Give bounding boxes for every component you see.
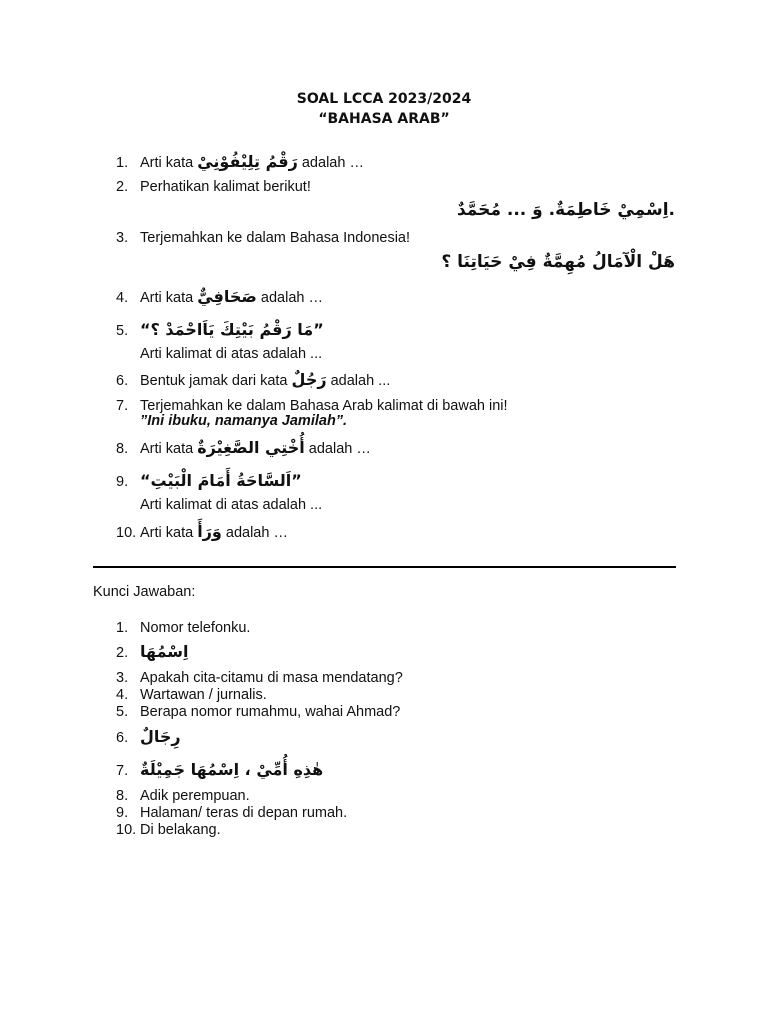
question-text: Terjemahkan ke dalam Bahasa Indonesia!	[140, 230, 411, 246]
answer-number: 1.	[116, 620, 129, 636]
answer-10	[116, 820, 221, 840]
question-text-end: adalah …	[256, 290, 323, 306]
answer-1	[116, 618, 250, 638]
question-number: 2.	[116, 179, 129, 195]
answer-text: Apakah cita-citamu di masa mendatang?	[140, 670, 403, 686]
answer-number: 3.	[116, 670, 129, 686]
answer-text: Adik perempuan.	[140, 788, 250, 804]
question-text: Bentuk jamak dari kata	[140, 373, 292, 389]
answer-5	[116, 702, 400, 722]
arabic-sentence: ”اَلسَّاحَةُ أَمَامَ الْبَيْتِ“	[140, 471, 302, 490]
answer-number: 5.	[116, 704, 129, 720]
answer-number: 2.	[116, 645, 129, 661]
answer-arabic: رِجَالٌ	[140, 727, 181, 746]
question-8	[116, 438, 371, 459]
answer-number: 8.	[116, 788, 129, 804]
arabic-sentence: ”مَا رَقْمُ بَيْتِكَ يَاَاحْمَدْ ؟“	[140, 320, 324, 339]
question-10	[116, 522, 288, 543]
question-2	[116, 177, 311, 197]
question-9-prompt: Arti kalimat di atas adalah ...	[140, 497, 323, 513]
answer-text: Berapa nomor rumahmu, wahai Ahmad?	[140, 704, 401, 720]
question-text-end: adalah …	[297, 155, 364, 171]
question-text-end: adalah …	[221, 525, 288, 541]
question-5-prompt: Arti kalimat di atas adalah ...	[140, 346, 323, 362]
question-text-end: adalah …	[304, 441, 371, 457]
answer-2	[116, 642, 189, 663]
question-number: 9.	[116, 474, 129, 490]
answer-number: 6.	[116, 730, 129, 746]
answer-text: Nomor telefonku.	[140, 620, 251, 636]
question-number: 10.	[116, 525, 137, 541]
question-9	[116, 471, 302, 492]
answer-number: 7.	[116, 763, 129, 779]
question-text: Perhatikan kalimat berikut!	[140, 179, 311, 195]
answer-text: Di belakang.	[140, 822, 221, 838]
question-1	[116, 152, 364, 173]
answer-text: Halaman/ teras di depan rumah.	[140, 805, 348, 821]
answer-6	[116, 727, 181, 748]
question-text: Arti kata	[140, 290, 198, 306]
answer-text: Wartawan / jurnalis.	[140, 687, 267, 703]
arabic-term: أُخْتِي الصَّغِيْرَةٌ	[197, 438, 305, 457]
answer-number: 9.	[116, 805, 129, 821]
question-number: 7.	[116, 398, 129, 414]
question-number: 3.	[116, 230, 129, 246]
question-number: 8.	[116, 441, 129, 457]
question-6	[116, 370, 390, 391]
question-text: Arti kata	[140, 441, 198, 457]
question-number: 4.	[116, 290, 129, 306]
question-text: Arti kata	[140, 155, 198, 171]
question-number: 6.	[116, 373, 129, 389]
answer-7	[116, 760, 323, 781]
arabic-sentence-3: هَلْ الْآمَالُ مُهِمَّةٌ فِيْ حَيَاتِنَا ؟	[441, 252, 675, 272]
question-text-end: adalah ...	[326, 373, 391, 389]
question-4	[116, 287, 323, 308]
arabic-term: رَقْمُ تِلِيْفُوْنِيْ	[197, 152, 298, 171]
document-subtitle: “BAHASA ARAB”	[318, 111, 450, 127]
answer-number: 4.	[116, 687, 129, 703]
question-text: Arti kata	[140, 525, 198, 541]
question-3	[116, 228, 410, 248]
question-5	[116, 320, 324, 341]
question-number: 5.	[116, 323, 129, 339]
arabic-term: رَجُلٌ	[291, 370, 327, 389]
answer-arabic: هٰذِهِ أُمِّيْ ، اِسْمُهَا جَمِيْلَةٌ	[140, 760, 324, 779]
arabic-term: صَحَافِيٌّ	[197, 287, 257, 306]
document-title: SOAL LCCA 2023/2024	[296, 91, 472, 107]
question-7-sentence: ”Ini ibuku, namanya Jamilah”.	[140, 413, 348, 429]
answer-key-title: Kunci Jawaban:	[93, 584, 196, 600]
arabic-term: وَرَأَ	[197, 522, 222, 541]
question-number: 1.	[116, 155, 129, 171]
arabic-sentence-2: .اِسْمِيْ خَاطِمَةٌ. وَ ... مُحَمَّدٌ	[456, 200, 675, 220]
section-divider	[93, 566, 676, 568]
answer-number: 10.	[116, 822, 137, 838]
question-text: Terjemahkan ke dalam Bahasa Arab kalimat di bawah ini!	[140, 398, 508, 414]
answer-arabic: اِسْمُهَا	[140, 642, 189, 661]
